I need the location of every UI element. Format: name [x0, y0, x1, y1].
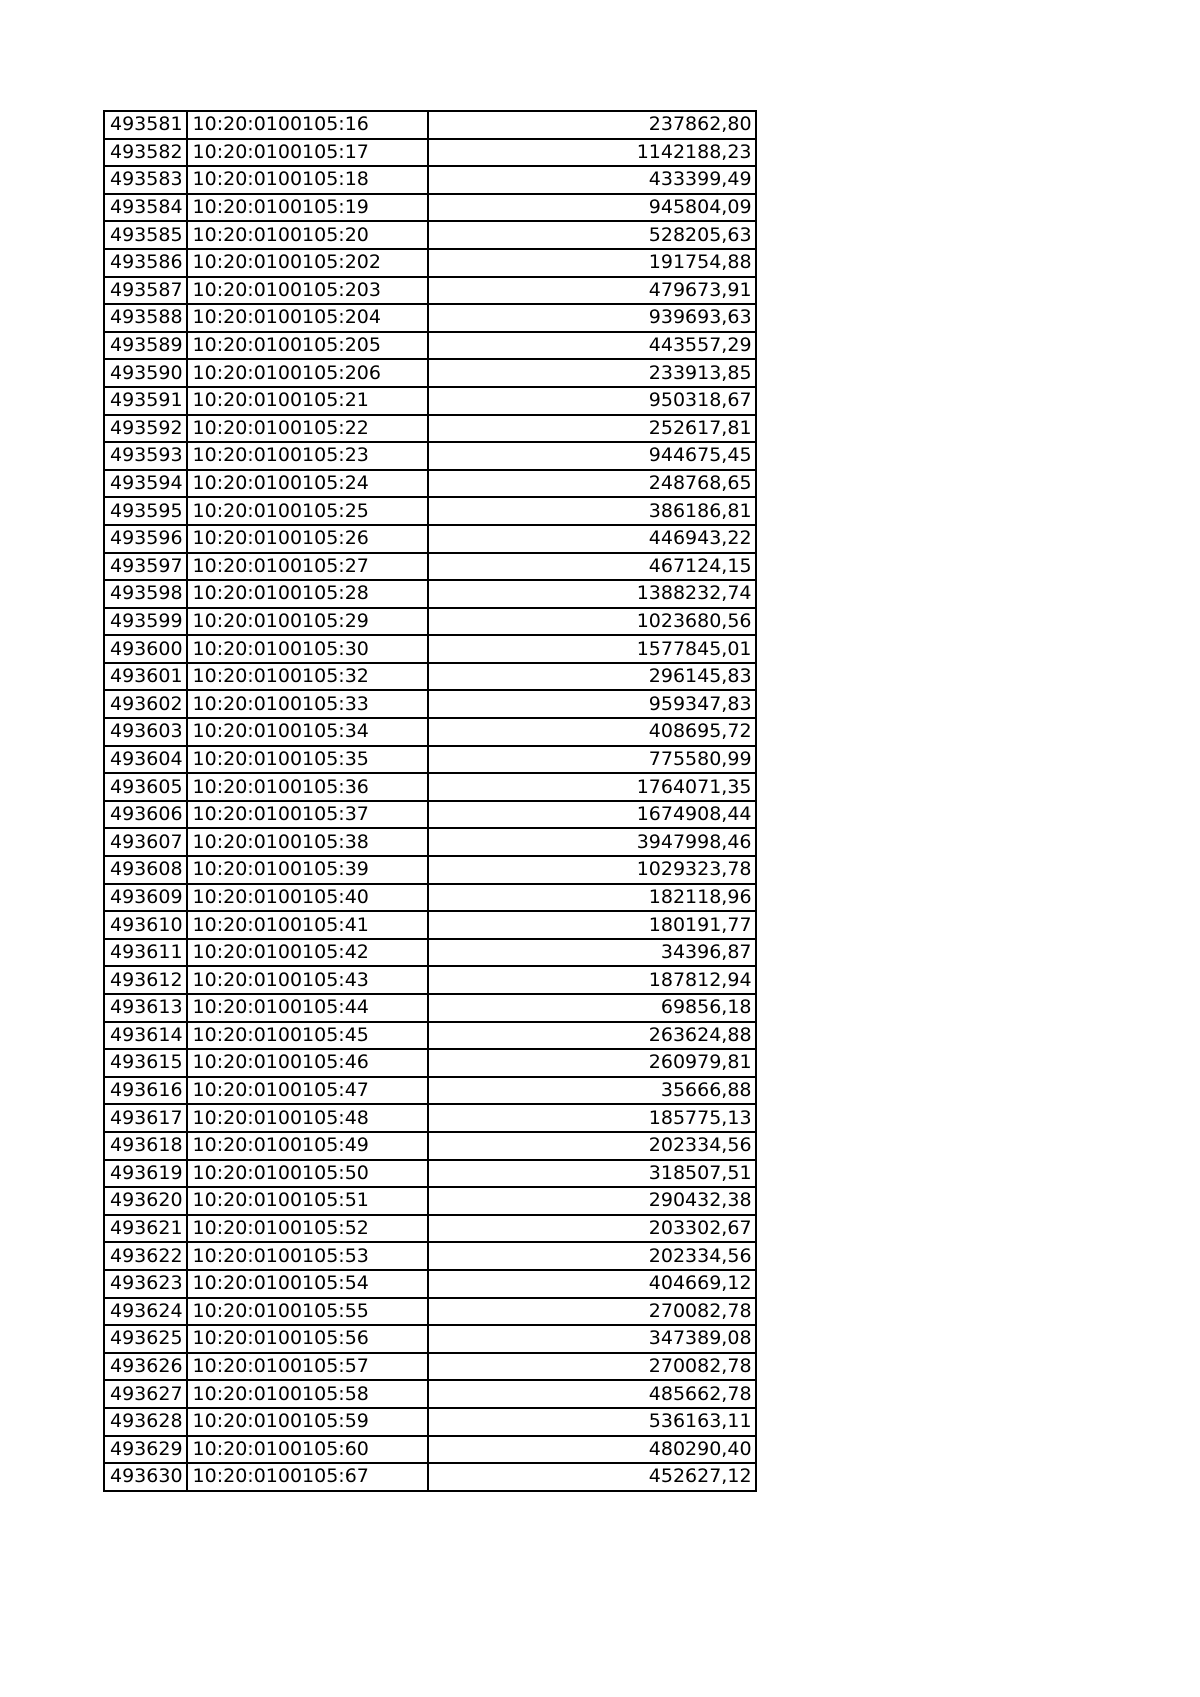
value-cell: 202334,56 [428, 1132, 756, 1160]
table-row [104, 994, 756, 1022]
value-cell: 185775,13 [428, 1104, 756, 1132]
value-cell: 536163,11 [428, 1408, 756, 1436]
value-cell: 260979,81 [428, 1049, 756, 1077]
cadastral-number-cell: 10:20:0100105:22 [187, 415, 428, 443]
row-number-cell: 493630 [104, 1463, 187, 1491]
value-cell: 3947998,46 [428, 828, 756, 856]
table-row [104, 1408, 756, 1436]
value-cell: 485662,78 [428, 1380, 756, 1408]
row-number-cell: 493620 [104, 1187, 187, 1215]
table-row [104, 773, 756, 801]
row-number-cell: 493609 [104, 884, 187, 912]
row-number-cell: 493586 [104, 249, 187, 277]
row-number-cell: 493626 [104, 1353, 187, 1381]
cadastral-number-cell: 10:20:0100105:34 [187, 718, 428, 746]
value-cell: 270082,78 [428, 1298, 756, 1326]
cadastral-number-cell: 10:20:0100105:32 [187, 663, 428, 691]
table-row [104, 1380, 756, 1408]
row-number-cell: 493623 [104, 1270, 187, 1298]
value-cell: 187812,94 [428, 966, 756, 994]
table-row [104, 690, 756, 718]
cadastral-number-cell: 10:20:0100105:205 [187, 332, 428, 360]
value-cell: 1577845,01 [428, 635, 756, 663]
row-number-cell: 493614 [104, 1022, 187, 1050]
value-cell: 35666,88 [428, 1077, 756, 1105]
value-cell: 1142188,23 [428, 139, 756, 167]
value-cell: 180191,77 [428, 911, 756, 939]
cadastral-number-cell: 10:20:0100105:40 [187, 884, 428, 912]
cadastral-number-cell: 10:20:0100105:33 [187, 690, 428, 718]
row-number-cell: 493628 [104, 1408, 187, 1436]
table-row [104, 966, 756, 994]
row-number-cell: 493593 [104, 442, 187, 470]
table-row [104, 277, 756, 305]
value-cell: 248768,65 [428, 470, 756, 498]
cadastral-number-cell: 10:20:0100105:51 [187, 1187, 428, 1215]
table-row [104, 608, 756, 636]
row-number-cell: 493602 [104, 690, 187, 718]
cadastral-number-cell: 10:20:0100105:57 [187, 1353, 428, 1381]
value-cell: 479673,91 [428, 277, 756, 305]
value-cell: 404669,12 [428, 1270, 756, 1298]
cadastral-number-cell: 10:20:0100105:54 [187, 1270, 428, 1298]
row-number-cell: 493598 [104, 580, 187, 608]
row-number-cell: 493605 [104, 773, 187, 801]
table-row [104, 1463, 756, 1491]
table-row [104, 1298, 756, 1326]
value-cell: 433399,49 [428, 166, 756, 194]
cadastral-number-cell: 10:20:0100105:45 [187, 1022, 428, 1050]
row-number-cell: 493597 [104, 553, 187, 581]
table-row [104, 166, 756, 194]
row-number-cell: 493603 [104, 718, 187, 746]
row-number-cell: 493589 [104, 332, 187, 360]
cadastral-number-cell: 10:20:0100105:42 [187, 939, 428, 967]
row-number-cell: 493601 [104, 663, 187, 691]
cadastral-number-cell: 10:20:0100105:39 [187, 856, 428, 884]
cadastral-number-cell: 10:20:0100105:204 [187, 304, 428, 332]
row-number-cell: 493625 [104, 1325, 187, 1353]
value-cell: 34396,87 [428, 939, 756, 967]
value-cell: 775580,99 [428, 746, 756, 774]
row-number-cell: 493617 [104, 1104, 187, 1132]
table-row [104, 1436, 756, 1464]
row-number-cell: 493604 [104, 746, 187, 774]
table-row [104, 111, 756, 139]
cadastral-number-cell: 10:20:0100105:19 [187, 194, 428, 222]
row-number-cell: 493600 [104, 635, 187, 663]
table-row [104, 221, 756, 249]
row-number-cell: 493592 [104, 415, 187, 443]
cadastral-number-cell: 10:20:0100105:55 [187, 1298, 428, 1326]
row-number-cell: 493590 [104, 359, 187, 387]
table-row [104, 1160, 756, 1188]
value-cell: 69856,18 [428, 994, 756, 1022]
table-row [104, 194, 756, 222]
cadastral-number-cell: 10:20:0100105:29 [187, 608, 428, 636]
cadastral-number-cell: 10:20:0100105:20 [187, 221, 428, 249]
row-number-cell: 493607 [104, 828, 187, 856]
cadastral-number-cell: 10:20:0100105:58 [187, 1380, 428, 1408]
row-number-cell: 493588 [104, 304, 187, 332]
value-cell: 1674908,44 [428, 801, 756, 829]
value-cell: 1023680,56 [428, 608, 756, 636]
table-row [104, 1353, 756, 1381]
value-cell: 945804,09 [428, 194, 756, 222]
row-number-cell: 493618 [104, 1132, 187, 1160]
table-row [104, 139, 756, 167]
cadastral-number-cell: 10:20:0100105:41 [187, 911, 428, 939]
cadastral-number-cell: 10:20:0100105:26 [187, 525, 428, 553]
table-row [104, 415, 756, 443]
table-row [104, 1187, 756, 1215]
value-cell: 939693,63 [428, 304, 756, 332]
cadastral-number-cell: 10:20:0100105:25 [187, 497, 428, 525]
cadastral-number-cell: 10:20:0100105:206 [187, 359, 428, 387]
table-row [104, 1104, 756, 1132]
row-number-cell: 493591 [104, 387, 187, 415]
value-cell: 296145,83 [428, 663, 756, 691]
value-cell: 944675,45 [428, 442, 756, 470]
value-cell: 237862,80 [428, 111, 756, 139]
cadastral-number-cell: 10:20:0100105:44 [187, 994, 428, 1022]
table-row [104, 1132, 756, 1160]
value-cell: 446943,22 [428, 525, 756, 553]
value-cell: 480290,40 [428, 1436, 756, 1464]
row-number-cell: 493606 [104, 801, 187, 829]
value-cell: 1388232,74 [428, 580, 756, 608]
cadastral-number-cell: 10:20:0100105:28 [187, 580, 428, 608]
table-row [104, 911, 756, 939]
table-row [104, 884, 756, 912]
table-row [104, 249, 756, 277]
value-cell: 290432,38 [428, 1187, 756, 1215]
value-cell: 467124,15 [428, 553, 756, 581]
row-number-cell: 493587 [104, 277, 187, 305]
table-row [104, 663, 756, 691]
cadastral-number-cell: 10:20:0100105:47 [187, 1077, 428, 1105]
table-row [104, 359, 756, 387]
value-cell: 1764071,35 [428, 773, 756, 801]
table-row [104, 801, 756, 829]
row-number-cell: 493599 [104, 608, 187, 636]
value-cell: 191754,88 [428, 249, 756, 277]
row-number-cell: 493612 [104, 966, 187, 994]
row-number-cell: 493619 [104, 1160, 187, 1188]
row-number-cell: 493584 [104, 194, 187, 222]
cadastral-number-cell: 10:20:0100105:60 [187, 1436, 428, 1464]
value-cell: 386186,81 [428, 497, 756, 525]
table-row [104, 1049, 756, 1077]
value-cell: 528205,63 [428, 221, 756, 249]
cadastral-number-cell: 10:20:0100105:43 [187, 966, 428, 994]
table-row [104, 1215, 756, 1243]
row-number-cell: 493613 [104, 994, 187, 1022]
table-row [104, 939, 756, 967]
row-number-cell: 493594 [104, 470, 187, 498]
cadastral-number-cell: 10:20:0100105:56 [187, 1325, 428, 1353]
cadastral-number-cell: 10:20:0100105:50 [187, 1160, 428, 1188]
value-cell: 452627,12 [428, 1463, 756, 1491]
cadastral-number-cell: 10:20:0100105:24 [187, 470, 428, 498]
cadastral-number-cell: 10:20:0100105:23 [187, 442, 428, 470]
row-number-cell: 493585 [104, 221, 187, 249]
cadastral-number-cell: 10:20:0100105:35 [187, 746, 428, 774]
cadastral-number-cell: 10:20:0100105:53 [187, 1242, 428, 1270]
table-row [104, 856, 756, 884]
row-number-cell: 493629 [104, 1436, 187, 1464]
row-number-cell: 493615 [104, 1049, 187, 1077]
table-row [104, 553, 756, 581]
cadastral-number-cell: 10:20:0100105:38 [187, 828, 428, 856]
row-number-cell: 493596 [104, 525, 187, 553]
cadastral-number-cell: 10:20:0100105:36 [187, 773, 428, 801]
cadastral-number-cell: 10:20:0100105:48 [187, 1104, 428, 1132]
table-row [104, 304, 756, 332]
value-cell: 203302,67 [428, 1215, 756, 1243]
table-row [104, 718, 756, 746]
row-number-cell: 493608 [104, 856, 187, 884]
cadastral-number-cell: 10:20:0100105:52 [187, 1215, 428, 1243]
value-cell: 233913,85 [428, 359, 756, 387]
value-cell: 408695,72 [428, 718, 756, 746]
table-row [104, 1242, 756, 1270]
row-number-cell: 493621 [104, 1215, 187, 1243]
cadastral-value-table [103, 110, 757, 1492]
row-number-cell: 493624 [104, 1298, 187, 1326]
value-cell: 950318,67 [428, 387, 756, 415]
value-cell: 318507,51 [428, 1160, 756, 1188]
row-number-cell: 493622 [104, 1242, 187, 1270]
table-row [104, 525, 756, 553]
cadastral-number-cell: 10:20:0100105:21 [187, 387, 428, 415]
row-number-cell: 493611 [104, 939, 187, 967]
value-cell: 443557,29 [428, 332, 756, 360]
cadastral-number-cell: 10:20:0100105:49 [187, 1132, 428, 1160]
value-cell: 270082,78 [428, 1353, 756, 1381]
value-cell: 202334,56 [428, 1242, 756, 1270]
value-cell: 252617,81 [428, 415, 756, 443]
row-number-cell: 493595 [104, 497, 187, 525]
table-body [104, 111, 756, 1491]
cadastral-number-cell: 10:20:0100105:46 [187, 1049, 428, 1077]
cadastral-number-cell: 10:20:0100105:59 [187, 1408, 428, 1436]
table-row [104, 1325, 756, 1353]
value-cell: 182118,96 [428, 884, 756, 912]
cadastral-number-cell: 10:20:0100105:67 [187, 1463, 428, 1491]
cadastral-number-cell: 10:20:0100105:30 [187, 635, 428, 663]
row-number-cell: 493616 [104, 1077, 187, 1105]
table-row [104, 746, 756, 774]
value-cell: 263624,88 [428, 1022, 756, 1050]
cadastral-number-cell: 10:20:0100105:37 [187, 801, 428, 829]
table-row [104, 1270, 756, 1298]
table-row [104, 828, 756, 856]
cadastral-number-cell: 10:20:0100105:17 [187, 139, 428, 167]
table-row [104, 470, 756, 498]
table-row [104, 635, 756, 663]
table-row [104, 1022, 756, 1050]
row-number-cell: 493583 [104, 166, 187, 194]
table-row [104, 497, 756, 525]
row-number-cell: 493581 [104, 111, 187, 139]
table-row [104, 580, 756, 608]
table-row [104, 387, 756, 415]
table-row [104, 332, 756, 360]
cadastral-number-cell: 10:20:0100105:18 [187, 166, 428, 194]
table-row [104, 442, 756, 470]
row-number-cell: 493627 [104, 1380, 187, 1408]
cadastral-number-cell: 10:20:0100105:16 [187, 111, 428, 139]
cadastral-number-cell: 10:20:0100105:27 [187, 553, 428, 581]
row-number-cell: 493582 [104, 139, 187, 167]
cadastral-number-cell: 10:20:0100105:203 [187, 277, 428, 305]
row-number-cell: 493610 [104, 911, 187, 939]
value-cell: 347389,08 [428, 1325, 756, 1353]
table-row [104, 1077, 756, 1105]
value-cell: 959347,83 [428, 690, 756, 718]
value-cell: 1029323,78 [428, 856, 756, 884]
cadastral-number-cell: 10:20:0100105:202 [187, 249, 428, 277]
